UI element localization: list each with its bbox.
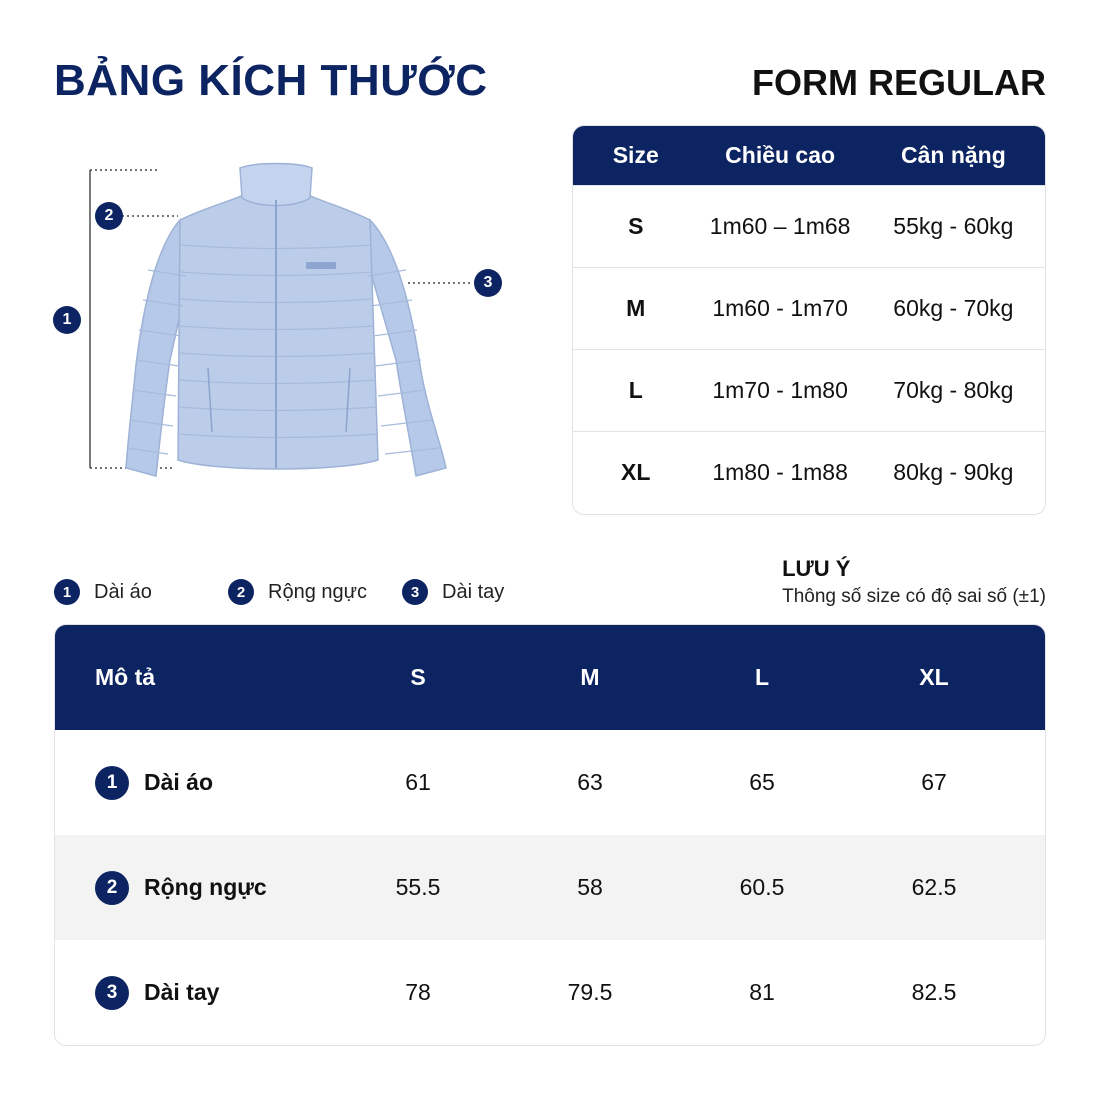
- value-cell: 55.5: [395, 874, 441, 900]
- height-cell: 1m70 - 1m80: [712, 377, 848, 403]
- row-badge: 3: [95, 976, 129, 1010]
- legend-label: Rộng ngực: [268, 580, 368, 603]
- size-cell: XL: [621, 459, 651, 485]
- weight-cell: 55kg - 60kg: [893, 213, 1014, 239]
- size-cell: M: [626, 295, 646, 321]
- form-label: FORM REGULAR: [752, 62, 1046, 103]
- measurement-table-header: [55, 625, 1045, 730]
- header-size-m: M: [580, 664, 600, 690]
- marker-2-badge: 2: [95, 202, 123, 230]
- measurement-row-sleeve: [55, 940, 1045, 1045]
- chest-label: [306, 262, 336, 269]
- note-title: LƯU Ý: [782, 556, 851, 581]
- header-size-xl: XL: [919, 664, 949, 690]
- legend-badge: 2: [228, 579, 254, 605]
- row-label: Rộng ngực: [144, 874, 267, 900]
- header-description: Mô tả: [95, 664, 156, 690]
- weight-cell: 60kg - 70kg: [893, 295, 1014, 321]
- weight-cell: 80kg - 90kg: [893, 459, 1014, 485]
- size-row-m: [573, 267, 1045, 349]
- height-cell: 1m80 - 1m88: [712, 459, 848, 485]
- value-cell: 78: [405, 979, 431, 1005]
- measurement-row-chest: [55, 835, 1045, 940]
- row-badge: 2: [95, 871, 129, 905]
- size-cell: S: [628, 213, 644, 239]
- right-sleeve: [370, 220, 446, 476]
- header-size-l: L: [754, 664, 770, 690]
- row-label: Dài áo: [144, 769, 214, 795]
- size-cell: L: [628, 377, 643, 403]
- size-table: [572, 125, 1046, 515]
- legend-item-chest: [228, 579, 367, 605]
- row-description: [55, 871, 332, 905]
- size-header-weight: Cân nặng: [901, 142, 1006, 168]
- jacket-diagram: [40, 150, 560, 500]
- note-text: Thông số size có độ sai số (±1): [782, 586, 1046, 607]
- height-cell: 1m60 – 1m68: [709, 213, 851, 239]
- legend-label: Dài áo: [94, 580, 152, 603]
- size-row-l: [573, 349, 1045, 431]
- value-cell: 81: [749, 979, 775, 1005]
- size-header-size: Size: [612, 142, 659, 168]
- marker-1-badge: 1: [53, 306, 81, 334]
- value-cell: 67: [921, 769, 947, 795]
- note-block: [782, 556, 1046, 608]
- legend-item-sleeve: [402, 579, 504, 605]
- size-row-xl: [573, 431, 1045, 513]
- size-header-height: Chiều cao: [725, 142, 836, 168]
- weight-cell: 70kg - 80kg: [893, 377, 1014, 403]
- row-badge: 1: [95, 766, 129, 800]
- height-cell: 1m60 - 1m70: [712, 295, 848, 321]
- legend-label: Dài tay: [442, 580, 505, 603]
- marker-3-badge: 3: [474, 269, 502, 297]
- size-table-header: [573, 126, 1045, 185]
- value-cell: 65: [749, 769, 775, 795]
- row-description: [55, 976, 332, 1010]
- value-cell: 58: [577, 874, 603, 900]
- header-size-s: S: [410, 664, 426, 690]
- jacket-illustration: [40, 150, 560, 500]
- row-description: [55, 766, 332, 800]
- value-cell: 79.5: [567, 979, 613, 1005]
- measurement-row-length: [55, 730, 1045, 835]
- page-title: BẢNG KÍCH THƯỚC: [54, 56, 488, 105]
- jacket-collar: [240, 164, 312, 206]
- legend-badge: 1: [54, 579, 80, 605]
- value-cell: 60.5: [739, 874, 785, 900]
- legend-item-length: [54, 579, 152, 605]
- value-cell: 63: [577, 769, 603, 795]
- value-cell: 61: [405, 769, 431, 795]
- row-label: Dài tay: [144, 979, 220, 1005]
- measurement-table: [54, 624, 1046, 1046]
- size-row-s: [573, 185, 1045, 267]
- legend-badge: 3: [402, 579, 428, 605]
- value-cell: 82.5: [911, 979, 957, 1005]
- value-cell: 62.5: [911, 874, 957, 900]
- jacket-body: [178, 188, 378, 469]
